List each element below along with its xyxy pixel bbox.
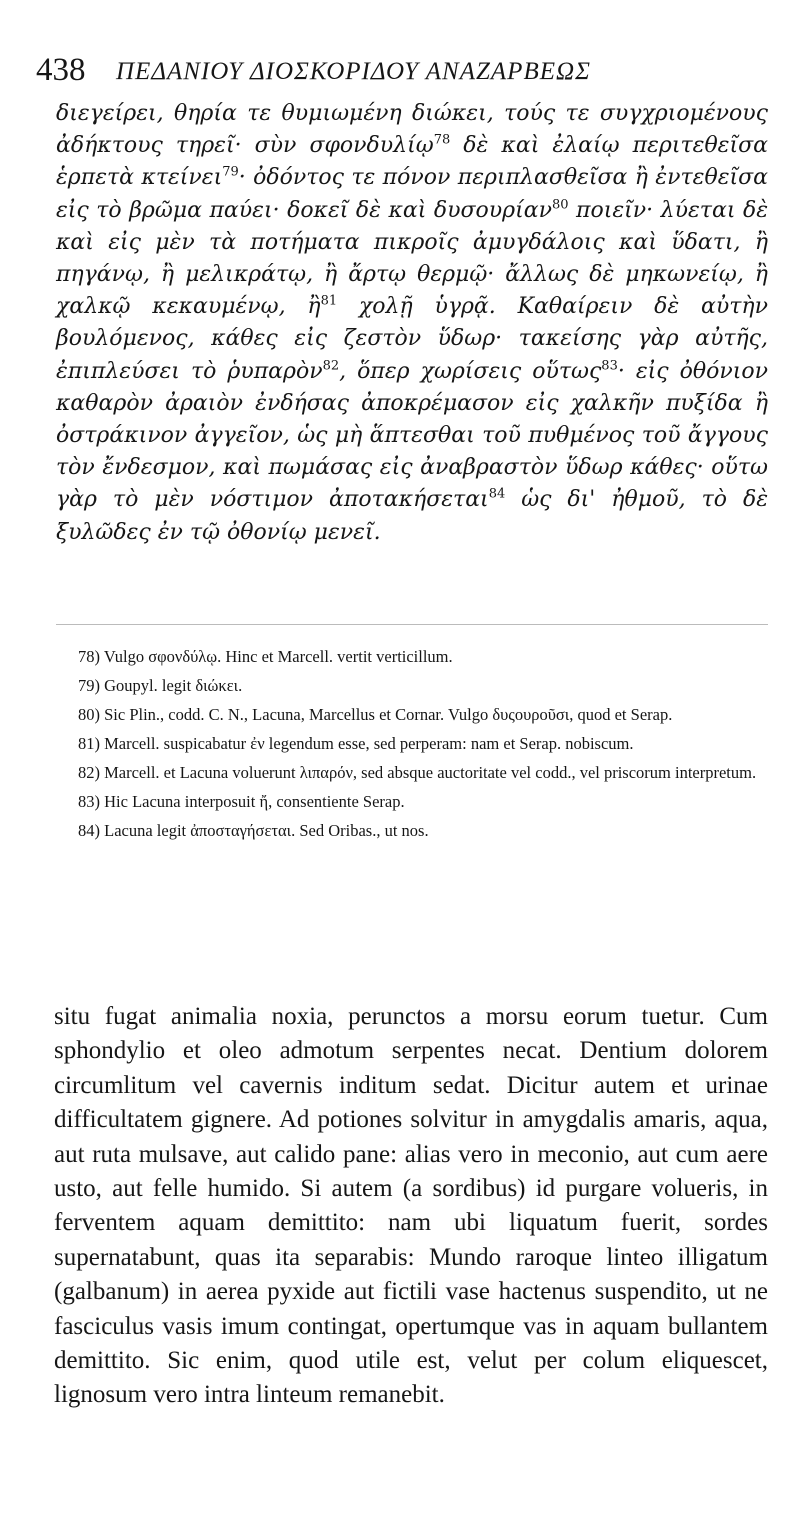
- page-header: [36, 50, 736, 94]
- footnote-ref: 82: [322, 358, 340, 374]
- greek-segment: · ὀδόντος τε πόνον περιπλασθεῖσα ἢ ἐντεθεῖσα εἰς τὸ βρῶμα παύει· δοκεῖ δὲ καὶ δυσουρίαν: [56, 165, 769, 223]
- footnote-ref: 80: [551, 197, 569, 213]
- footnote-79: 79) Goupyl. legit διώκει.: [78, 676, 243, 695]
- footnote-82: 82) Marcell. et Lacuna voluerunt λιπαρόν, sed absque auctoritate vel codd., vel priscorum interpretum.: [78, 763, 757, 782]
- greek-segment: χολῇ ὑγρᾷ. Καθαίρειν δὲ αὐτὴν βουλόμενος, κάθες εἰς ζεστὸν ὕδωρ· τακείσης γὰρ αὐτῆς, ἐπιπλεύσει τὸ ῥυπαρὸν: [56, 294, 768, 384]
- running-title: ΠΕΔΑΝΙΟΥ ΔΙΟΣΚΟΡΙΔΟΥ ΑΝΑΖΑΡΒΕΩΣ: [116, 58, 591, 85]
- footnote-ref: 78: [433, 132, 451, 148]
- footnote-ref: 79: [222, 165, 239, 181]
- greek-segment: διεγείρει, θηρία τε θυμιωμένη διώκει, τούς τε συγχριομένους ἀδήκτους τηρεῖ· σὺν σφονδυλίῳ: [56, 101, 768, 159]
- footnotes: [56, 646, 768, 849]
- footnote-80: 80) Sic Plin., codd. C. N., Lacuna, Marcellus et Cornar. Vulgo δυςουροῦσι, quod et Serap.: [78, 705, 673, 724]
- page-number: 438: [36, 52, 86, 88]
- greek-segment: · εἰς ὀθόνιον καθαρὸν ἀραιὸν ἐνδήσας ἀποκρέμασον εἰς χαλκῆν πυξίδα ἢ ὀστράκινον ἀγγεῖον, ὡς μὴ ἅπτεσθαι τοῦ πυθμένος τοῦ ἄγγους τὸν ἔνδεσμον, καὶ πωμάσας εἰς ἀναβραστὸν ὕδωρ κάθες· οὕτω γὰρ τὸ μὲν νόστιμον ἀποτακήσεται: [56, 358, 768, 513]
- footnote-84: 84) Lacuna legit ἀποσταγήσεται. Sed Oribas., ut nos.: [78, 821, 429, 840]
- greek-segment: ποιεῖν· λύεται δὲ καὶ εἰς μὲν τὰ ποτήματα πικροῖς ἀμυγδάλοις καὶ ὕδατι, ἢ πηγάνῳ, ἢ μελικράτῳ, ἢ ἄρτῳ θερμῷ· ἄλλως δὲ μηκωνείῳ, ἢ χαλκῷ κεκαυμένῳ, ἢ: [56, 197, 769, 320]
- greek-text: [56, 98, 768, 549]
- footnote-83: 83) Hic Lacuna interposuit ἤ, consentiente Serap.: [78, 792, 405, 811]
- section-divider: [56, 624, 768, 625]
- footnote-ref: 84: [488, 487, 506, 503]
- greek-segment: ὡς δι' ἠθμοῦ, τὸ δὲ ξυλῶδες ἐν τῷ ὀθονίῳ μενεῖ.: [56, 487, 769, 545]
- footnote-ref: 81: [320, 293, 338, 309]
- footnote-81: 81) Marcell. suspicabatur ἐν legendum esse, sed perperam: nam et Serap. nobiscum.: [78, 734, 634, 753]
- greek-segment: δὲ καὶ ἐλαίῳ περιτεθεῖσα ἑρπετὰ κτείνει: [56, 133, 768, 191]
- footnote-ref: 83: [601, 358, 618, 374]
- latin-translation: situ fugat animalia noxia, perunctos a morsu eorum tuetur. Cum sphondylio et oleo admotum serpentes necat. Dentium dolorem circumlitum vel cavernis inditum sedat. Dicitur autem et urinae difficultatem gignere. Ad potiones solvitur in amygdalis amaris, aqua, aut ruta mulsave, aut calido pane: alias vero in meconio, aut cum aere usto, aut felle humido. Si autem (a sordibus) id purgare volueris, in ferventem aquam demittito: nam ubi liquatum fuerit, sordes supernatabunt, quas ita separabis: Mundo raroque linteo illigatum (galbanum) in aerea pyxide aut fictili vase hactenus suspendito, ut ne fasciculus vasis imum contingat, opertumque vas in aquam bullantem demittito. Sic enim, quod utile est, velut per colum eliquescet, lignosum vero intra linteum remanebit.: [54, 1003, 768, 1409]
- greek-segment: , ὅπερ χωρίσεις οὕτως: [339, 358, 602, 384]
- footnote-78: 78) Vulgo σφονδύλῳ. Hinc et Marcell. vertit verticillum.: [78, 647, 453, 666]
